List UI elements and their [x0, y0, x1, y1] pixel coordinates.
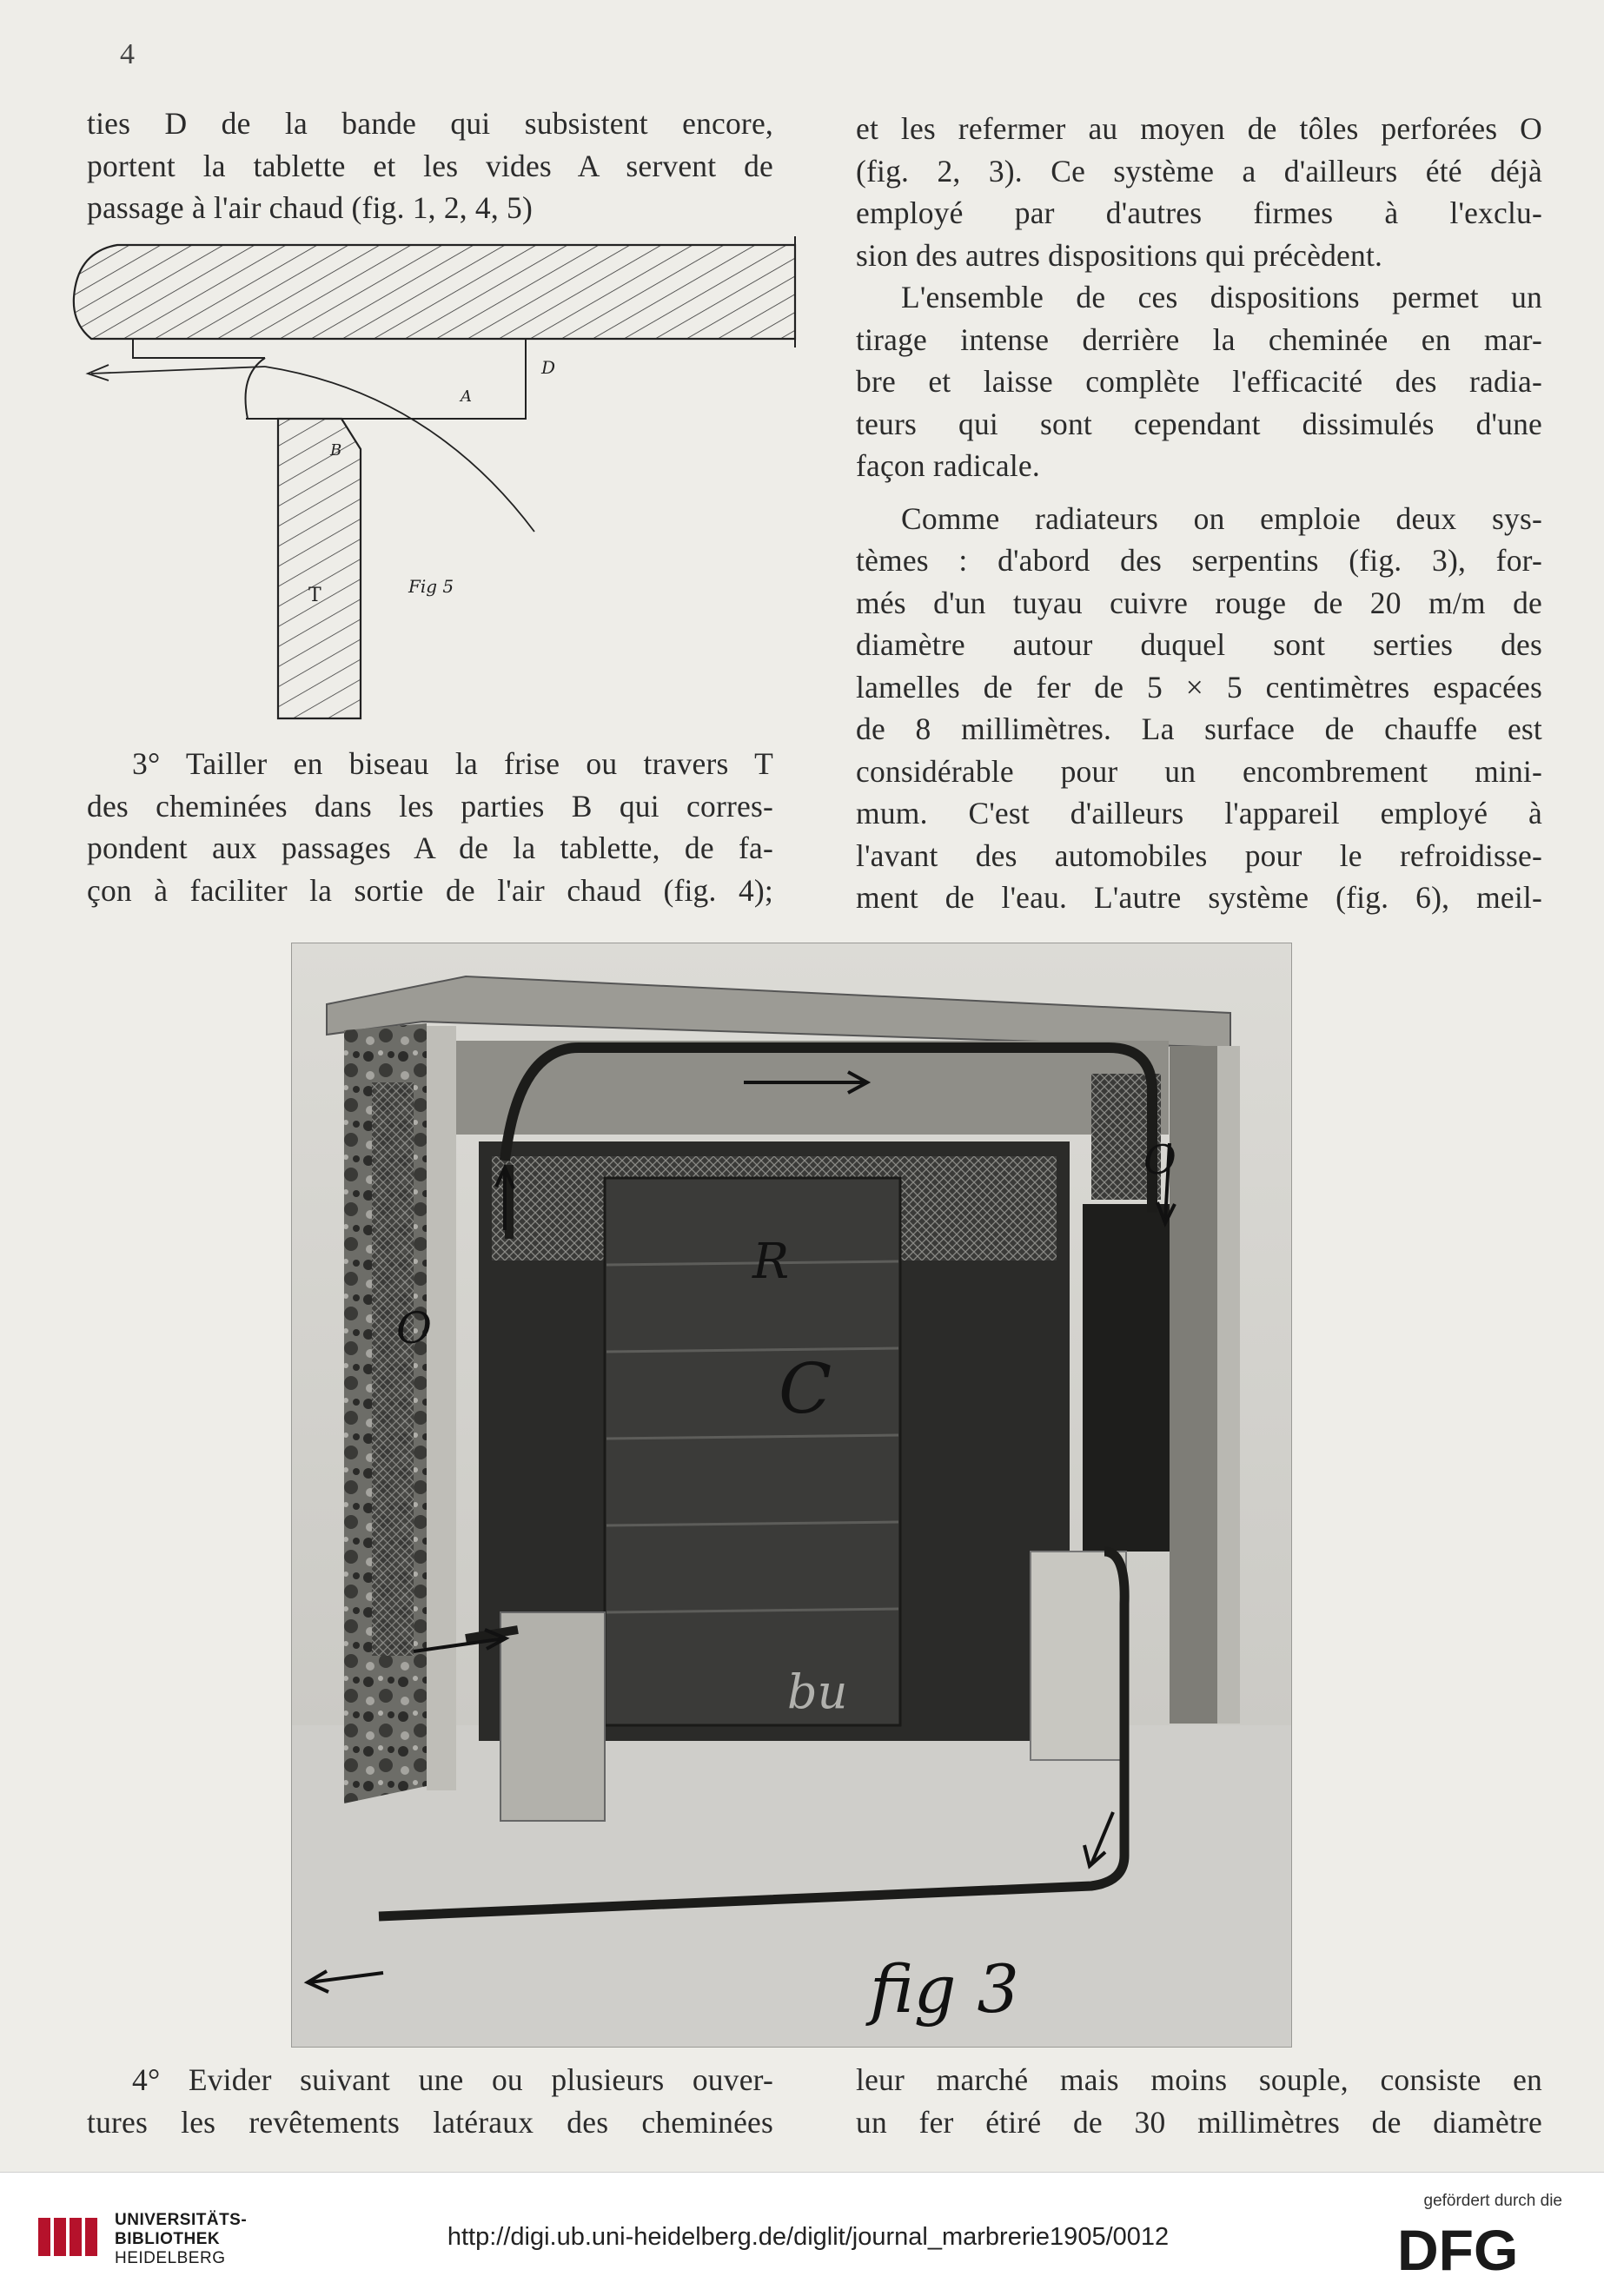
label-b: B — [330, 441, 342, 460]
figure-5-diagram — [65, 228, 821, 731]
chalk-text: bu — [787, 1664, 848, 1719]
library-line-2: BIBLIOTHEK — [115, 2230, 221, 2248]
library-line-1: UNIVERSITÄTS- — [115, 2211, 248, 2229]
text-line: 4° Evider suivant une ou plusieurs ouver- — [132, 2062, 773, 2097]
text-line: teurs qui sont cependant dissimulés d'une — [856, 406, 1542, 441]
label-d: D — [541, 357, 556, 378]
text-line: des cheminées dans les parties B qui corres- — [87, 788, 773, 824]
text-line: tures les revêtements latéraux des cheminées — [87, 2104, 773, 2140]
library-name — [115, 2211, 247, 2268]
left-column-point-3 — [87, 743, 773, 911]
figure-caption: Fig 5 — [408, 576, 454, 597]
label-o-right: O — [1143, 1136, 1176, 1183]
text-line: més d'un tuyau cuivre rouge de 20 m/m de — [856, 585, 1542, 620]
text-line: Comme radiateurs on emploie deux sys- — [901, 500, 1542, 536]
text-line: tèmes : d'abord des serpentins (fig. 3), for- — [856, 543, 1542, 578]
figure-3-photograph — [291, 943, 1292, 2048]
text-line: L'ensemble de ces dispositions permet un — [901, 280, 1542, 314]
label-r: R — [752, 1234, 790, 1290]
text-line: un fer étiré de 30 millimètres de diamètre — [856, 2104, 1542, 2140]
text-line: portent la tablette et les vides A servent de — [87, 148, 773, 183]
text-line: passage à l'air chaud (fig. 1, 2, 4, 5) — [87, 190, 533, 225]
funded-by-text: gefördert durch die — [1423, 2192, 1562, 2210]
text-line: bre et laisse complète l'efficacité des radia- — [856, 364, 1542, 399]
text-line: leur marché mais moins souple, consiste en — [856, 2062, 1542, 2097]
digitization-footer — [0, 2172, 1604, 2296]
text-line: considérable pour un encombrement mini- — [856, 753, 1542, 789]
dfg-logo-icon — [1397, 2218, 1562, 2279]
dfg-logo-text: DFG — [1397, 2218, 1519, 2279]
text-line: 3° Tailler en biseau la frise ou travers T — [132, 746, 773, 781]
text-line: ment de l'eau. L'autre système (fig. 6), meil- — [856, 880, 1542, 915]
text-line: (fig. 2, 3). Ce système a d'ailleurs été déjà — [856, 153, 1542, 189]
library-line-3: HEIDELBERG — [115, 2249, 226, 2267]
text-line: çon à faciliter la sortie de l'air chaud (fig. 4); — [87, 872, 773, 908]
photo-caption: fig 3 — [870, 1950, 1019, 2028]
text-line: pondent aux passages A de la tablette, de fa- — [87, 830, 773, 865]
right-column-text — [856, 108, 1542, 919]
fireplace-photo — [292, 943, 1291, 2047]
page-number: 4 — [120, 38, 135, 70]
label-t: T — [308, 585, 321, 606]
right-column-bottom — [856, 2059, 1542, 2143]
text-line: l'avant des automobiles pour le refroidisse- — [856, 837, 1542, 873]
left-column-top-paragraph — [87, 103, 773, 229]
text-line: mum. C'est d'ailleurs l'appareil employé à — [856, 796, 1542, 830]
label-a: A — [461, 387, 472, 406]
text-line: de 8 millimètres. La surface de chauffe est — [856, 711, 1542, 746]
university-library-logo-icon — [35, 2214, 103, 2260]
text-line: et les refermer au moyen de tôles perforées O — [856, 111, 1542, 146]
text-line: employé par d'autres firmes à l'exclu- — [856, 195, 1542, 230]
text-line: ties D de la bande qui subsistent encore, — [87, 106, 773, 141]
text-line: diamètre autour duquel sont serties des — [856, 627, 1542, 662]
text-line: façon radicale. — [856, 448, 1040, 483]
text-line: lamelles de fer de 5 × 5 centimètres espacées — [856, 669, 1542, 705]
left-column-point-4 — [87, 2059, 773, 2143]
text-line: tirage intense derrière la cheminée en mar- — [856, 321, 1542, 357]
text-line: sion des autres dispositions qui précèdent. — [856, 237, 1383, 273]
label-o-left: O — [396, 1303, 432, 1353]
label-c: C — [779, 1348, 832, 1429]
source-url-link[interactable]: http://digi.ub.uni-heidelberg.de/diglit/journal_marbrerie1905/0012 — [447, 2223, 1170, 2251]
